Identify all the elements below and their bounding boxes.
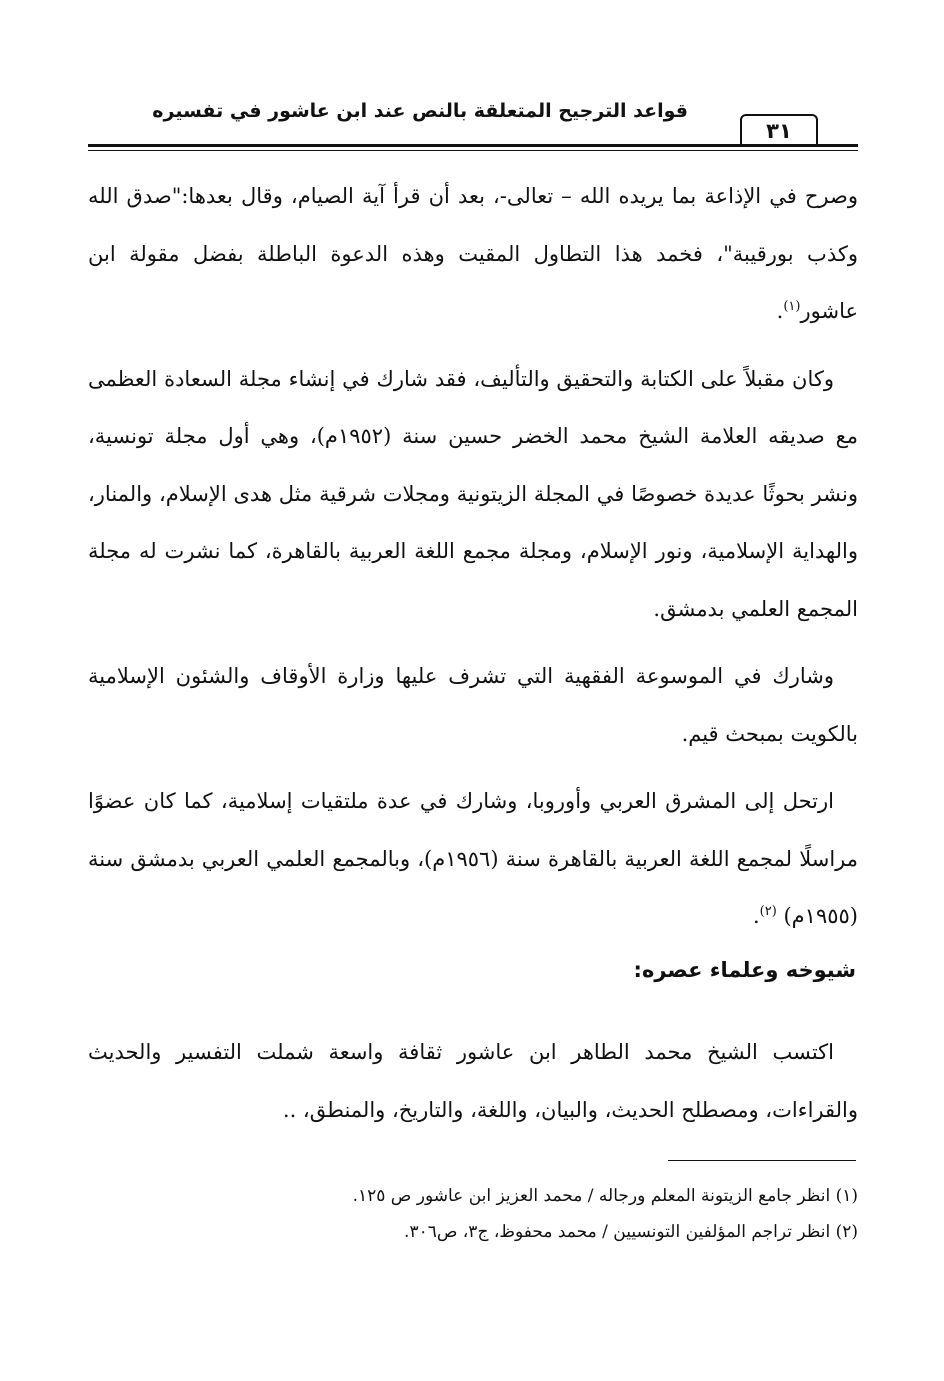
section-heading: شيوخه وعلماء عصره: bbox=[633, 958, 856, 982]
paragraph-3-text: وشارك في الموسوعة الفقهية التي تشرف عليها وزارة الأوقاف والشئون الإسلامية بالكويت بمبحث قيم. bbox=[88, 664, 858, 746]
page-number: ٣١ bbox=[740, 114, 818, 146]
page-header bbox=[88, 100, 858, 156]
paragraph-1-text: وصرح في الإذاعة بما يريده الله – تعالى-، بعد أن قرأ آية الصيام، وقال بعدها:"صدق الله وكذب بورقيبة"، فخمد هذا التطاول المقيت وهذه الدعوة الباطلة بفضل مقولة ابن عاشور bbox=[88, 184, 858, 323]
paragraph-2-text: وكان مقبلاً على الكتابة والتحقيق والتأليف، فقد شارك في إنشاء مجلة السعادة العظمى مع صديقه العلامة الشيخ محمد الخضر حسين سنة (١٩٥٢م)، وهي أول مجلة تونسية، ونشر بحوثًا عديدة خصوصًا في المجلة الزيتونية ومجلات شرقية مثل هدى الإسلام، والمنار، والهداية الإسلامية، ونور الإسلام، ومجلة مجمع اللغة العربية بالقاهرة، كما نشرت له مجلة المجمع العلمي بدمشق. bbox=[88, 366, 858, 621]
footnotes bbox=[88, 1178, 858, 1250]
footnote-1: (١) انظر جامع الزيتونة المعلم ورجاله / محمد العزيز ابن عاشور ص ١٢٥. bbox=[352, 1186, 858, 1206]
footnote-divider bbox=[668, 1160, 856, 1161]
body-text bbox=[88, 168, 858, 956]
footnote-2: (٢) انظر تراجم المؤلفين التونسيين / محمد محفوظ، ج٣، ص٣٠٦. bbox=[404, 1222, 858, 1242]
paragraph-3 bbox=[88, 648, 858, 763]
paragraph-1: وصرح في الإذاعة بما يريده الله – تعالى-، بعد أن قرأ آية الصيام، وقال بعدها:"صدق الله وكذب بورقيبة"، فخمد هذا التطاول المقيت وهذه الدعوة الباطلة بفضل مقولة ابن عاشور$^{(١)}$. bbox=[88, 184, 858, 323]
paragraph-2 bbox=[88, 351, 858, 639]
section-body bbox=[88, 1024, 858, 1149]
section-paragraph bbox=[88, 1024, 858, 1139]
paragraph-4: ارتحل إلى المشرق العربي وأوروبا، وشارك في عدة ملتقيات إسلامية، كما كان عضوًا مراسلًا لمجمع اللغة العربية بالقاهرة سنة (١٩٥٦م)، وبالمجمع العلمي العربي بدمشق سنة (١٩٥٥م) $^{(٢)}$. bbox=[88, 789, 858, 928]
running-title: قواعد الترجيح المتعلقة بالنص عند ابن عاشور في تفسيره bbox=[152, 100, 688, 122]
footnote-ref-2: (٢) bbox=[759, 904, 777, 919]
paragraph-4-text: ارتحل إلى المشرق العربي وأوروبا، وشارك في عدة ملتقيات إسلامية، كما كان عضوًا مراسلًا لمجمع اللغة العربية بالقاهرة سنة (١٩٥٦م)، وبالمجمع العلمي العربي بدمشق سنة (١٩٥٥م) bbox=[88, 789, 858, 928]
header-rule-thin bbox=[88, 150, 858, 151]
header-rule bbox=[88, 144, 858, 147]
footnote-ref-1: (١) bbox=[783, 299, 801, 314]
section-paragraph-text: اكتسب الشيخ محمد الطاهر ابن عاشور ثقافة واسعة شملت التفسير والحديث والقراءات، ومصطلح الحديث، والبيان، واللغة، والتاريخ، والمنطق، .. bbox=[88, 1040, 858, 1122]
